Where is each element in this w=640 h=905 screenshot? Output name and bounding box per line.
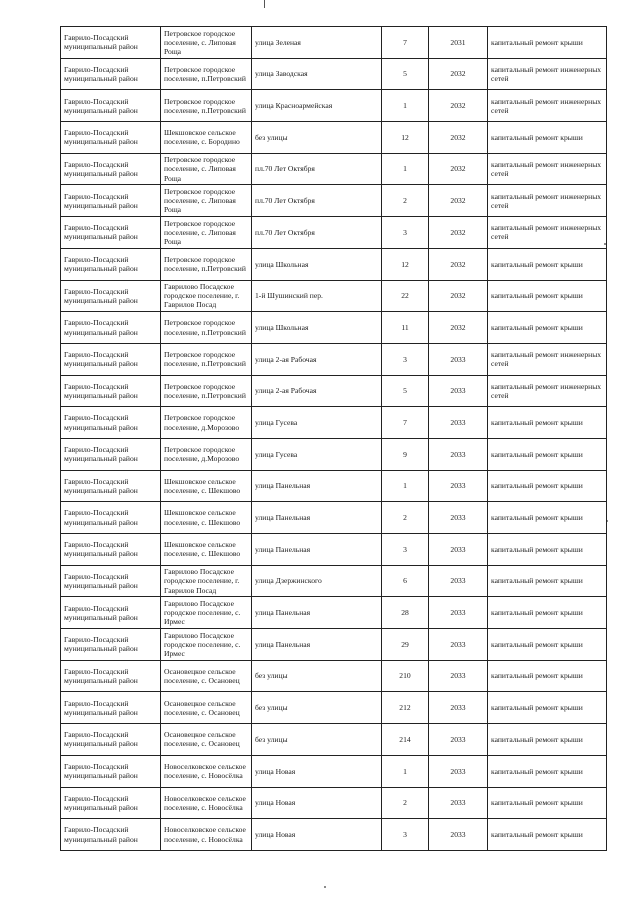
settlement-cell: Гаврилово Посадское городское поселение, г. Гаврилов Посад bbox=[161, 280, 252, 312]
house-number-cell: 214 bbox=[382, 724, 429, 756]
house-number-cell: 1 bbox=[382, 153, 429, 185]
table-row bbox=[61, 58, 607, 90]
work-type-cell: капитальный ремонт инженерных сетей bbox=[488, 375, 607, 407]
table-row bbox=[61, 755, 607, 787]
work-type-cell: капитальный ремонт крыши bbox=[488, 122, 607, 154]
house-number-cell: 210 bbox=[382, 660, 429, 692]
table-row bbox=[61, 248, 607, 280]
year-cell: 2033 bbox=[429, 343, 488, 375]
year-cell: 2033 bbox=[429, 724, 488, 756]
street-cell: улица Красноармейская bbox=[252, 90, 382, 122]
year-cell: 2032 bbox=[429, 185, 488, 217]
work-type-cell: капитальный ремонт крыши bbox=[488, 280, 607, 312]
year-cell: 2032 bbox=[429, 153, 488, 185]
district-cell: Гаврило-Посадский муниципальный район bbox=[61, 534, 161, 566]
house-number-cell: 3 bbox=[382, 217, 429, 249]
year-cell: 2032 bbox=[429, 90, 488, 122]
district-cell: Гаврило-Посадский муниципальный район bbox=[61, 58, 161, 90]
table-body bbox=[61, 27, 607, 851]
street-cell: без улицы bbox=[252, 122, 382, 154]
street-cell: улица Новая bbox=[252, 787, 382, 819]
work-type-cell: капитальный ремонт инженерных сетей bbox=[488, 217, 607, 249]
year-cell: 2033 bbox=[429, 597, 488, 629]
street-cell: улица Гусева bbox=[252, 438, 382, 470]
settlement-cell: Новоселковское сельское поселение, с. Новосёлка bbox=[161, 755, 252, 787]
street-cell: пл.70 Лет Октября bbox=[252, 217, 382, 249]
street-cell: улица Гусева bbox=[252, 407, 382, 439]
street-cell: пл.70 Лет Октября bbox=[252, 153, 382, 185]
district-cell: Гаврило-Посадский муниципальный район bbox=[61, 280, 161, 312]
district-cell: Гаврило-Посадский муниципальный район bbox=[61, 692, 161, 724]
table-row bbox=[61, 375, 607, 407]
work-type-cell: капитальный ремонт крыши bbox=[488, 407, 607, 439]
settlement-cell: Осановецкое сельское поселение, с. Осановец bbox=[161, 724, 252, 756]
settlement-cell: Петровское городское поселение, с. Липовая Роща bbox=[161, 217, 252, 249]
year-cell: 2032 bbox=[429, 248, 488, 280]
work-type-cell: капитальный ремонт крыши bbox=[488, 692, 607, 724]
year-cell: 2033 bbox=[429, 819, 488, 851]
table-row bbox=[61, 565, 607, 597]
work-type-cell: капитальный ремонт крыши bbox=[488, 819, 607, 851]
year-cell: 2031 bbox=[429, 27, 488, 59]
settlement-cell: Гаврилово Посадское городское поселение, г. Гаврилов Посад bbox=[161, 565, 252, 597]
settlement-cell: Петровское городское поселение, п.Петровский bbox=[161, 248, 252, 280]
year-cell: 2033 bbox=[429, 534, 488, 566]
street-cell: улица Панельная bbox=[252, 629, 382, 661]
table-row bbox=[61, 534, 607, 566]
year-cell: 2033 bbox=[429, 787, 488, 819]
year-cell: 2033 bbox=[429, 407, 488, 439]
house-number-cell: 22 bbox=[382, 280, 429, 312]
settlement-cell: Петровское городское поселение, с. Липовая Роща bbox=[161, 185, 252, 217]
settlement-cell: Новоселковское сельское поселение, с. Новосёлка bbox=[161, 819, 252, 851]
table-row bbox=[61, 407, 607, 439]
work-type-cell: капитальный ремонт крыши bbox=[488, 470, 607, 502]
table-row bbox=[61, 502, 607, 534]
street-cell: без улицы bbox=[252, 724, 382, 756]
year-cell: 2033 bbox=[429, 692, 488, 724]
table-row bbox=[61, 280, 607, 312]
work-type-cell: капитальный ремонт крыши bbox=[488, 787, 607, 819]
district-cell: Гаврило-Посадский муниципальный район bbox=[61, 90, 161, 122]
table-row bbox=[61, 787, 607, 819]
district-cell: Гаврило-Посадский муниципальный район bbox=[61, 470, 161, 502]
table-row bbox=[61, 153, 607, 185]
settlement-cell: Петровское городское поселение, п.Петровский bbox=[161, 375, 252, 407]
district-cell: Гаврило-Посадский муниципальный район bbox=[61, 375, 161, 407]
district-cell: Гаврило-Посадский муниципальный район bbox=[61, 122, 161, 154]
house-number-cell: 5 bbox=[382, 375, 429, 407]
work-type-cell: капитальный ремонт крыши bbox=[488, 629, 607, 661]
work-type-cell: капитальный ремонт инженерных сетей bbox=[488, 343, 607, 375]
work-type-cell: капитальный ремонт крыши bbox=[488, 312, 607, 344]
year-cell: 2032 bbox=[429, 58, 488, 90]
district-cell: Гаврило-Посадский муниципальный район bbox=[61, 407, 161, 439]
year-cell: 2032 bbox=[429, 122, 488, 154]
settlement-cell: Петровское городское поселение, с. Липовая Роща bbox=[161, 153, 252, 185]
year-cell: 2032 bbox=[429, 312, 488, 344]
table-row bbox=[61, 217, 607, 249]
street-cell: улица Панельная bbox=[252, 502, 382, 534]
table-row bbox=[61, 660, 607, 692]
house-number-cell: 1 bbox=[382, 755, 429, 787]
house-number-cell: 12 bbox=[382, 248, 429, 280]
district-cell: Гаврило-Посадский муниципальный район bbox=[61, 629, 161, 661]
street-cell: улица Школьная bbox=[252, 248, 382, 280]
district-cell: Гаврило-Посадский муниципальный район bbox=[61, 597, 161, 629]
house-number-cell: 29 bbox=[382, 629, 429, 661]
work-type-cell: капитальный ремонт крыши bbox=[488, 534, 607, 566]
street-cell: без улицы bbox=[252, 692, 382, 724]
house-number-cell: 11 bbox=[382, 312, 429, 344]
settlement-cell: Гаврилово Посадское городское поселение, с. Ирмес bbox=[161, 597, 252, 629]
year-cell: 2033 bbox=[429, 660, 488, 692]
house-number-cell: 1 bbox=[382, 470, 429, 502]
table-row bbox=[61, 122, 607, 154]
scan-mark bbox=[264, 0, 265, 8]
street-cell: улица Школьная bbox=[252, 312, 382, 344]
district-cell: Гаврило-Посадский муниципальный район bbox=[61, 724, 161, 756]
repair-schedule-table bbox=[60, 26, 607, 851]
house-number-cell: 3 bbox=[382, 534, 429, 566]
street-cell: улица Новая bbox=[252, 819, 382, 851]
street-cell: улица 2-ая Рабочая bbox=[252, 375, 382, 407]
work-type-cell: капитальный ремонт крыши bbox=[488, 27, 607, 59]
street-cell: улица Зеленая bbox=[252, 27, 382, 59]
table-row bbox=[61, 27, 607, 59]
street-cell: улица Заводская bbox=[252, 58, 382, 90]
street-cell: улица Панельная bbox=[252, 534, 382, 566]
settlement-cell: Петровское городское поселение, п.Петровский bbox=[161, 90, 252, 122]
table-row bbox=[61, 692, 607, 724]
table-row bbox=[61, 343, 607, 375]
settlement-cell: Петровское городское поселение, с. Липовая Роща bbox=[161, 27, 252, 59]
house-number-cell: 6 bbox=[382, 565, 429, 597]
table-row bbox=[61, 597, 607, 629]
settlement-cell: Петровское городское поселение, д.Морозово bbox=[161, 438, 252, 470]
settlement-cell: Шекшовское сельское поселение, с. Шекшово bbox=[161, 502, 252, 534]
house-number-cell: 7 bbox=[382, 407, 429, 439]
work-type-cell: капитальный ремонт крыши bbox=[488, 565, 607, 597]
work-type-cell: капитальный ремонт инженерных сетей bbox=[488, 185, 607, 217]
house-number-cell: 5 bbox=[382, 58, 429, 90]
house-number-cell: 3 bbox=[382, 819, 429, 851]
district-cell: Гаврило-Посадский муниципальный район bbox=[61, 312, 161, 344]
street-cell: улица Дзержинского bbox=[252, 565, 382, 597]
year-cell: 2032 bbox=[429, 280, 488, 312]
settlement-cell: Новоселковское сельское поселение, с. Новосёлка bbox=[161, 787, 252, 819]
house-number-cell: 2 bbox=[382, 502, 429, 534]
street-cell: улица Панельная bbox=[252, 470, 382, 502]
table-row bbox=[61, 438, 607, 470]
work-type-cell: капитальный ремонт инженерных сетей bbox=[488, 153, 607, 185]
year-cell: 2033 bbox=[429, 755, 488, 787]
year-cell: 2033 bbox=[429, 565, 488, 597]
district-cell: Гаврило-Посадский муниципальный район bbox=[61, 185, 161, 217]
year-cell: 2033 bbox=[429, 375, 488, 407]
settlement-cell: Гаврилово Посадское городское поселение, с. Ирмес bbox=[161, 629, 252, 661]
district-cell: Гаврило-Посадский муниципальный район bbox=[61, 755, 161, 787]
year-cell: 2033 bbox=[429, 470, 488, 502]
street-cell: улица 2-ая Рабочая bbox=[252, 343, 382, 375]
district-cell: Гаврило-Посадский муниципальный район bbox=[61, 438, 161, 470]
house-number-cell: 1 bbox=[382, 90, 429, 122]
district-cell: Гаврило-Посадский муниципальный район bbox=[61, 565, 161, 597]
table-row bbox=[61, 724, 607, 756]
work-type-cell: капитальный ремонт крыши bbox=[488, 660, 607, 692]
house-number-cell: 2 bbox=[382, 185, 429, 217]
district-cell: Гаврило-Посадский муниципальный район bbox=[61, 660, 161, 692]
district-cell: Гаврило-Посадский муниципальный район bbox=[61, 27, 161, 59]
scan-speck bbox=[324, 886, 326, 888]
work-type-cell: капитальный ремонт крыши bbox=[488, 502, 607, 534]
settlement-cell: Петровское городское поселение, п.Петровский bbox=[161, 312, 252, 344]
settlement-cell: Шекшовское сельское поселение, с. Бородино bbox=[161, 122, 252, 154]
house-number-cell: 7 bbox=[382, 27, 429, 59]
table-row bbox=[61, 90, 607, 122]
settlement-cell: Осановецкое сельское поселение, с. Осановец bbox=[161, 660, 252, 692]
work-type-cell: капитальный ремонт крыши bbox=[488, 597, 607, 629]
table-row bbox=[61, 470, 607, 502]
work-type-cell: капитальный ремонт инженерных сетей bbox=[488, 58, 607, 90]
house-number-cell: 3 bbox=[382, 343, 429, 375]
work-type-cell: капитальный ремонт крыши bbox=[488, 248, 607, 280]
table-row bbox=[61, 185, 607, 217]
house-number-cell: 12 bbox=[382, 122, 429, 154]
house-number-cell: 212 bbox=[382, 692, 429, 724]
house-number-cell: 9 bbox=[382, 438, 429, 470]
house-number-cell: 2 bbox=[382, 787, 429, 819]
year-cell: 2033 bbox=[429, 438, 488, 470]
settlement-cell: Шекшовское сельское поселение, с. Шекшово bbox=[161, 470, 252, 502]
settlement-cell: Петровское городское поселение, д.Морозово bbox=[161, 407, 252, 439]
settlement-cell: Осановецкое сельское поселение, с. Осановец bbox=[161, 692, 252, 724]
settlement-cell: Шекшовское сельское поселение, с. Шекшово bbox=[161, 534, 252, 566]
district-cell: Гаврило-Посадский муниципальный район bbox=[61, 217, 161, 249]
district-cell: Гаврило-Посадский муниципальный район bbox=[61, 153, 161, 185]
year-cell: 2033 bbox=[429, 502, 488, 534]
year-cell: 2032 bbox=[429, 217, 488, 249]
work-type-cell: капитальный ремонт инженерных сетей bbox=[488, 90, 607, 122]
district-cell: Гаврило-Посадский муниципальный район bbox=[61, 502, 161, 534]
street-cell: без улицы bbox=[252, 660, 382, 692]
work-type-cell: капитальный ремонт крыши bbox=[488, 724, 607, 756]
district-cell: Гаврило-Посадский муниципальный район bbox=[61, 343, 161, 375]
house-number-cell: 28 bbox=[382, 597, 429, 629]
table-row bbox=[61, 819, 607, 851]
district-cell: Гаврило-Посадский муниципальный район bbox=[61, 248, 161, 280]
settlement-cell: Петровское городское поселение, п.Петровский bbox=[161, 343, 252, 375]
table-row bbox=[61, 629, 607, 661]
street-cell: 1-й Шушинский пер. bbox=[252, 280, 382, 312]
work-type-cell: капитальный ремонт крыши bbox=[488, 438, 607, 470]
year-cell: 2033 bbox=[429, 629, 488, 661]
table-row bbox=[61, 312, 607, 344]
district-cell: Гаврило-Посадский муниципальный район bbox=[61, 819, 161, 851]
settlement-cell: Петровское городское поселение, п.Петровский bbox=[161, 58, 252, 90]
street-cell: улица Новая bbox=[252, 755, 382, 787]
street-cell: улица Панельная bbox=[252, 597, 382, 629]
street-cell: пл.70 Лет Октября bbox=[252, 185, 382, 217]
work-type-cell: капитальный ремонт крыши bbox=[488, 755, 607, 787]
district-cell: Гаврило-Посадский муниципальный район bbox=[61, 787, 161, 819]
